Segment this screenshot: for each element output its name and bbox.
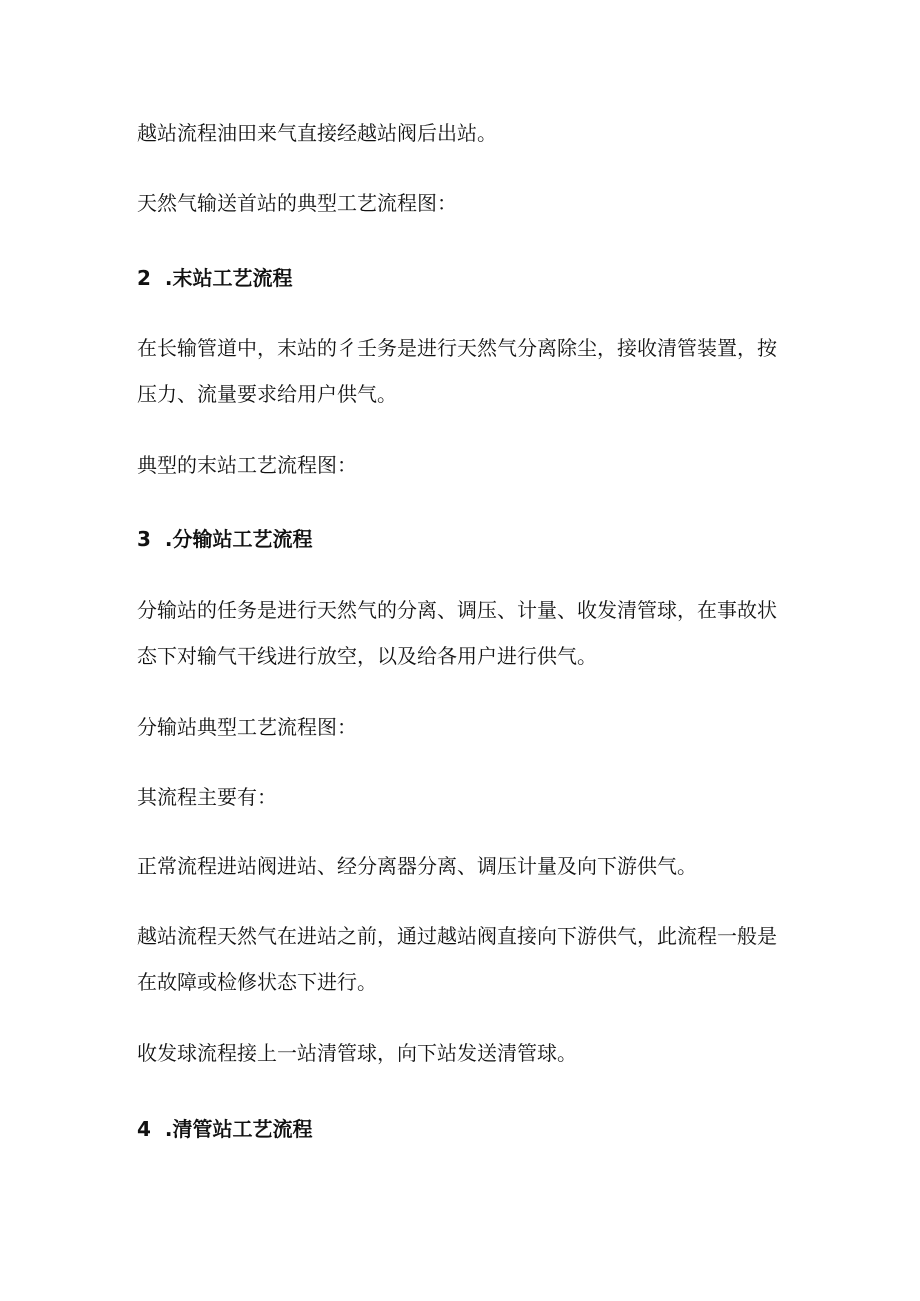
head-station-diagram-caption: 天然气输送首站的典型工艺流程图：	[137, 191, 457, 215]
normal-flow-paragraph: 正常流程进站阀进站、经分离器分离、调压计量及向下游供气。	[137, 854, 697, 878]
section-number: 2	[137, 266, 151, 290]
section-title: .分输站工艺流程	[164, 527, 313, 551]
section-number: 4	[137, 1117, 151, 1141]
bypass-flow-paragraph: 越站流程油田来气直接经越站阀后出站。	[137, 121, 497, 145]
bypass-flow-line-1: 越站流程天然气在进站之前，通过越站阀直接向下游供气，此流程一般是	[137, 924, 777, 948]
distribution-station-task-line-2: 态下对输气干线进行放空，以及给各用户进行供气。	[137, 644, 597, 668]
pig-launch-receive-paragraph: 收发球流程接上一站清管球，向下站发送清管球。	[137, 1041, 577, 1065]
section-title: .清管站工艺流程	[164, 1117, 313, 1141]
distribution-station-task-line-1: 分输站的任务是进行天然气的分离、调压、计量、收发清管球，在事故状	[137, 598, 777, 622]
section-heading-distribution-station	[137, 524, 797, 554]
distribution-station-diagram-caption: 分输站典型工艺流程图：	[137, 715, 357, 739]
terminal-station-task-line-2: 压力、流量要求给用户供气。	[137, 382, 397, 406]
section-heading-terminal-station	[137, 263, 797, 293]
terminal-station-task-line-1: 在长输管道中，末站的彳壬务是进行天然气分离除尘，接收清管装置，按	[137, 336, 777, 360]
section-number: 3	[137, 527, 151, 551]
section-heading-pigging-station	[137, 1114, 797, 1144]
terminal-station-diagram-caption: 典型的末站工艺流程图：	[137, 453, 357, 477]
flows-intro-paragraph: 其流程主要有：	[137, 785, 277, 809]
bypass-flow-line-2: 在故障或检修状态下进行。	[137, 970, 377, 994]
section-title: .末站工艺流程	[164, 266, 293, 290]
